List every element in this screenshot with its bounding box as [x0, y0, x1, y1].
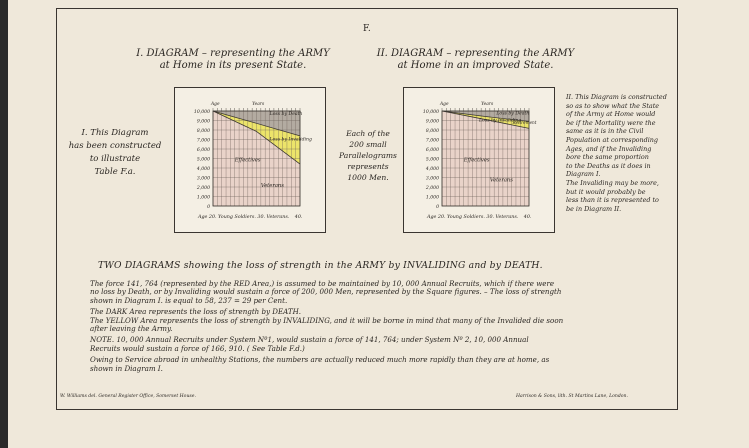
- center-note: Each of the 200 small Parallelograms represents 1000 Men.: [339, 129, 397, 182]
- y-tick-label: 7,000: [196, 138, 210, 144]
- y-tick-label: 10,000: [193, 109, 210, 115]
- death-label: Loss by Death: [269, 111, 303, 117]
- x-footer-young: Age 20. Young Soldiers. 30.: [427, 215, 495, 220]
- y-tick-label: 1,000: [196, 195, 210, 201]
- left-note: I. This Diagram has been constructed to illustrate Table F.a.: [68, 128, 162, 177]
- paragraph-line: shown in Diagram I. is equal to 58, 237 = 29 per Cent.: [90, 295, 288, 305]
- paragraph-line: after leaving the Army.: [90, 324, 173, 334]
- diagram2-title: II. DIAGRAM – representing the ARMY at Home in an improved State.: [376, 48, 575, 71]
- y-tick-label: 4,000: [196, 166, 210, 172]
- paragraph-line: no loss by Death, or by Invaliding would sustain a force of 200, 000 Men, represented by the Square figures. – The loss of strength: [90, 287, 562, 297]
- y-tick-label: 5,000: [196, 157, 210, 163]
- diagram2-chart: [404, 88, 554, 232]
- paragraph-line: The YELLOW Area represents the loss of strength by INVALIDING, and it will be borne in mind that many of the Invalided die soon: [90, 315, 564, 325]
- y-tick-label: 5,000: [425, 157, 439, 163]
- retirement-label: Retirement: [512, 119, 537, 125]
- y-tick-label: 0: [436, 204, 439, 210]
- paragraph-line: NOTE. 10, 000 Annual Recruits under System Nº1, would sustain a force of 141, 764; under System Nº 2, 10, 000 Annual: [90, 335, 529, 345]
- y-tick-label: 8,000: [425, 128, 439, 134]
- effectives-label: Effectives: [234, 157, 261, 164]
- explanation-text: [90, 280, 665, 373]
- y-tick-label: 9,000: [425, 119, 439, 125]
- diagram1-box: [174, 87, 326, 233]
- diagram1-chart: [175, 88, 325, 232]
- book-spine: [0, 0, 8, 448]
- y-tick-label: 7,000: [425, 138, 439, 144]
- main-heading: TWO DIAGRAMS showing the loss of strength in the ARMY by INVALIDING and by DEATH.: [98, 260, 543, 271]
- death-label: Loss by Death: [496, 111, 530, 117]
- y-tick-label: 2,000: [425, 185, 439, 191]
- x-header-years: Years: [252, 102, 265, 107]
- invaliding-label: Loss by Invaliding: [269, 137, 312, 143]
- paragraph-line: The DARK Area represents the loss of strength by DEATH.: [90, 307, 302, 317]
- x-footer-young: Age 20. Young Soldiers. 30.: [198, 215, 266, 220]
- x-header-age: Age: [211, 102, 220, 107]
- right-note: II. This Diagram is constructed so as to show what the State of the Army at Home would be if the Mortality were the same as it is in the Civil Population at corresponding Ages, and if the Invaliding bore the same proportion to the Deaths as it does in Diagram I. The Invaliding may be more, but it would probably be less than it is represented to be in Diagram II.: [566, 93, 667, 213]
- y-tick-label: 1,000: [425, 195, 439, 201]
- invaliding-label: Loss by Invaliding: [478, 118, 522, 124]
- imprint-right: Harrison & Sons, lith. St Martins Lane, London.: [516, 394, 628, 399]
- y-tick-label: 3,000: [425, 176, 439, 182]
- imprint-left: W. Williams del. General Register Office, Somerset House.: [60, 394, 196, 399]
- y-tick-label: 10,000: [422, 109, 439, 115]
- y-tick-label: 0: [207, 204, 210, 210]
- diagram2-box: [403, 87, 555, 233]
- x-header-years: Years: [481, 102, 494, 107]
- paragraph-line: Owing to Service abroad in unhealthy Stations, the numbers are actually reduced much more rapidly than they are at home, as: [90, 355, 550, 365]
- y-tick-label: 9,000: [196, 119, 210, 125]
- y-tick-label: 2,000: [196, 185, 210, 191]
- paragraph-line: The force 141, 764 (represented by the RED Area,) is assumed to be maintained by 10, 000 Annual Recruits, which if there were: [90, 279, 555, 288]
- y-tick-label: 6,000: [196, 147, 210, 153]
- plate-page: [8, 0, 749, 448]
- x-footer-40: 40.: [294, 215, 303, 220]
- veterans-label: Veterans: [489, 177, 513, 184]
- plate-letter: F.: [363, 24, 371, 34]
- x-footer-40: 40.: [523, 215, 532, 220]
- y-tick-label: 8,000: [196, 128, 210, 134]
- paragraph-line: shown in Diagram I.: [90, 363, 163, 373]
- x-header-age: Age: [440, 102, 449, 107]
- veterans-label: Veterans: [260, 183, 284, 189]
- x-footer-veterans: Veterans.: [495, 215, 519, 220]
- paragraph-line: Recruits would sustain a force of 166, 910. ( See Table F.d.): [90, 343, 305, 353]
- y-tick-label: 4,000: [425, 166, 439, 172]
- y-tick-label: 3,000: [196, 176, 210, 182]
- effectives-label: Effectives: [463, 157, 490, 164]
- diagram1-title: I. DIAGRAM – representing the ARMY at Home in its present State.: [136, 48, 330, 71]
- x-footer-veterans: Veterans.: [266, 215, 290, 220]
- y-tick-label: 6,000: [425, 147, 439, 153]
